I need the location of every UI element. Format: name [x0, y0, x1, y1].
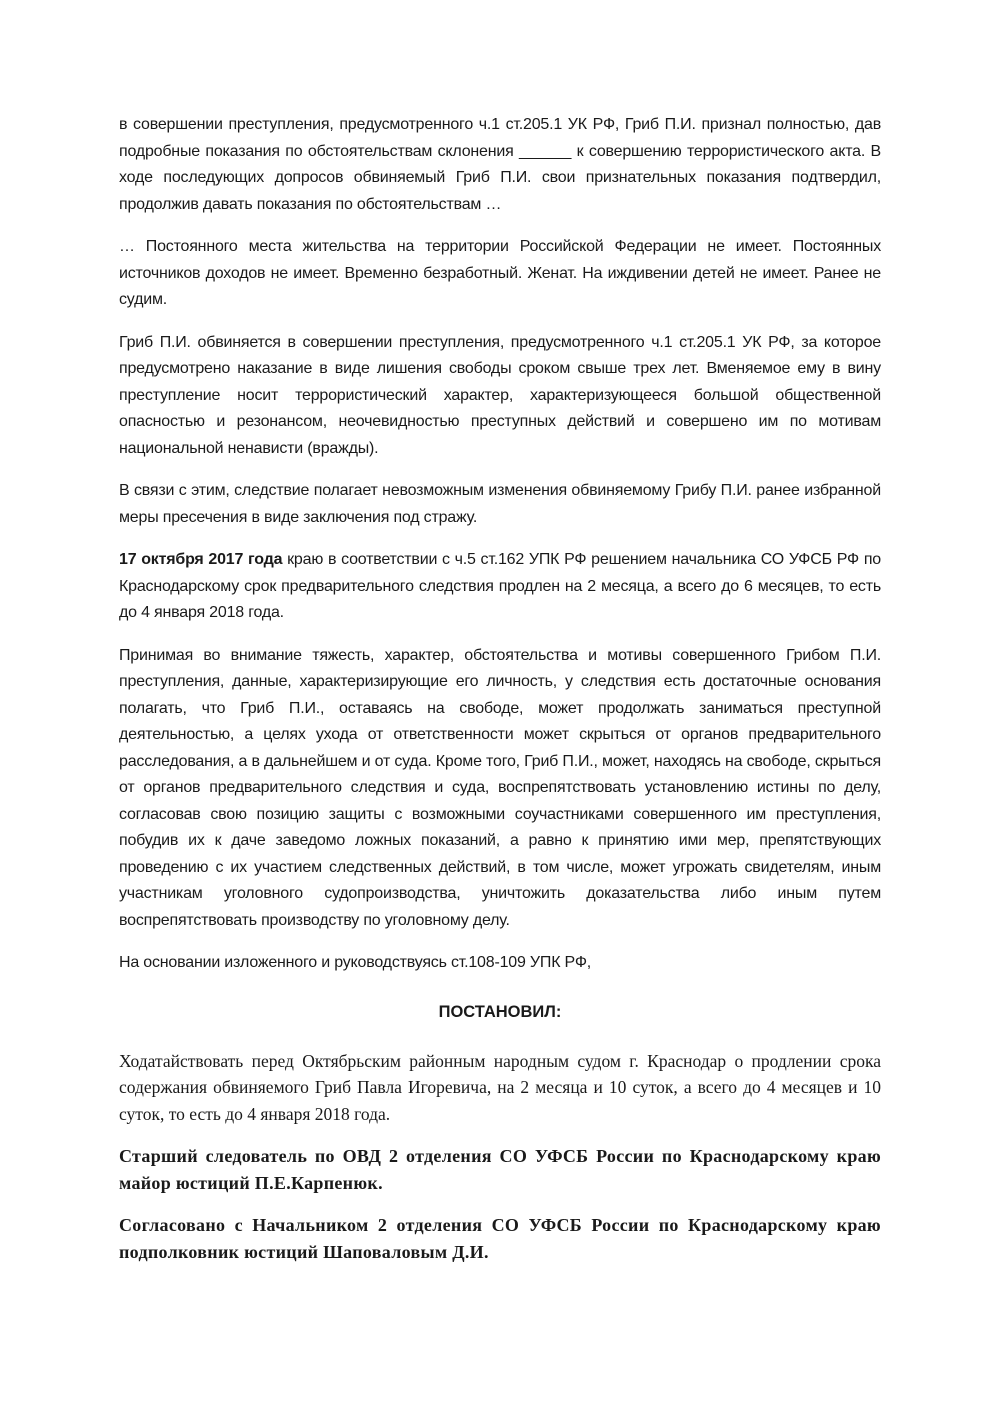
paragraph-investigator-signature: Старший следователь по ОВД 2 отделения СО УФСБ России по Краснодарскому краю майор юстиций П.Е.Карпенюк. [119, 1146, 881, 1193]
paragraph-personal-status: … Постоянного места жительства на территории Российской Федерации не имеет. Постоянных источников доходов не имеет. Временно безработный. Женат. На иждивении детей не имеет. Ранее не судим. [119, 238, 881, 308]
paragraph-confession: в совершении преступления, предусмотренного ч.1 ст.205.1 УК РФ, Гриб П.И. признал полностью, дав подробные показания по обстоятельствам склонения ______ к совершению террористического акта. В ходе последующих допросов обвиняемый Гриб П.И. свои признательных показания подтвердил, продолжив давать показания по обстоятельствам … [119, 116, 881, 213]
document-page [119, 0, 881, 1265]
extension-date-rest: краю в соответствии с ч.5 ст.162 УПК РФ решением начальника СО УФСБ РФ по Краснодарскому срок предварительного следствия продлен на 2 месяца, а всего до 6 месяцев, то есть до 4 января 2018 года. [119, 551, 881, 621]
paragraph-grounds: Принимая во внимание тяжесть, характер, обстоятельства и мотивы совершенного Грибом П.И. преступления, данные, характеризирующие его личность, у следствия есть достаточные основания полагать, что Гриб П.И., оставаясь на свободе, может продолжать заниматься преступной деятельностью, а целях ухода от ответственности может скрыться от органов предварительного расследования, а в дальнейшем и от суда. Кроме того, Гриб П.И., может, находясь на свободе, скрыться от органов предварительного следствия и суда, воспрепятствовать установлению истины по делу, согласовав свою позицию защиты с возможными соучастниками совершенного им преступления, побудив их к даче заведомо ложных показаний, а равно к принятию ими мер, препятствующих проведению с их участием следственных действий, в том числе, может угрожать свидетелям, иным участникам уголовного судопроизводства, уничтожить доказательства либо иным путем воспрепятствовать производству по уголовному делу. [119, 646, 881, 929]
paragraph-petition: Ходатайствовать перед Октябрьским районным народным судом г. Краснодар о продлении срока содержания обвиняемого Гриб Павла Игоревича, на 2 месяца и 10 суток, а всего до 4 месяцев и 10 суток, то есть до 4 января 2018 года. [119, 1050, 881, 1124]
paragraph-approval-signature: Согласовано с Начальником 2 отделения СО УФСБ России по Краснодарскому краю подполковник юстиций Шаповаловым Д.И. [119, 1215, 881, 1262]
paragraph-charge-description: Гриб П.И. обвиняется в совершении преступления, предусмотренного ч.1 ст.205.1 УК РФ, за которое предусмотрено наказание в виде лишения свободы сроком свыше трех лет. Вменяемое ему в вину преступление носит террористический характер, характеризующееся большой общественной опасностью и резонансом, неочевидностью преступных действий и совершено им по мотивам национальной ненависти (вражды). [119, 333, 881, 457]
paragraph-measure-of-restraint: В связи с этим, следствие полагает невозможным изменения обвиняемому Грибу П.И. ранее избранной меры пресечения в виде заключения под стражу. [119, 482, 881, 526]
resolution-heading: ПОСТАНОВИЛ: [438, 1002, 562, 1021]
paragraph-investigation-extension [119, 547, 881, 627]
extension-date-bold: 17 октября 2017 года [119, 551, 283, 568]
paragraph-legal-basis: На основании изложенного и руководствуясь ст.108-109 УПК РФ, [119, 954, 592, 971]
